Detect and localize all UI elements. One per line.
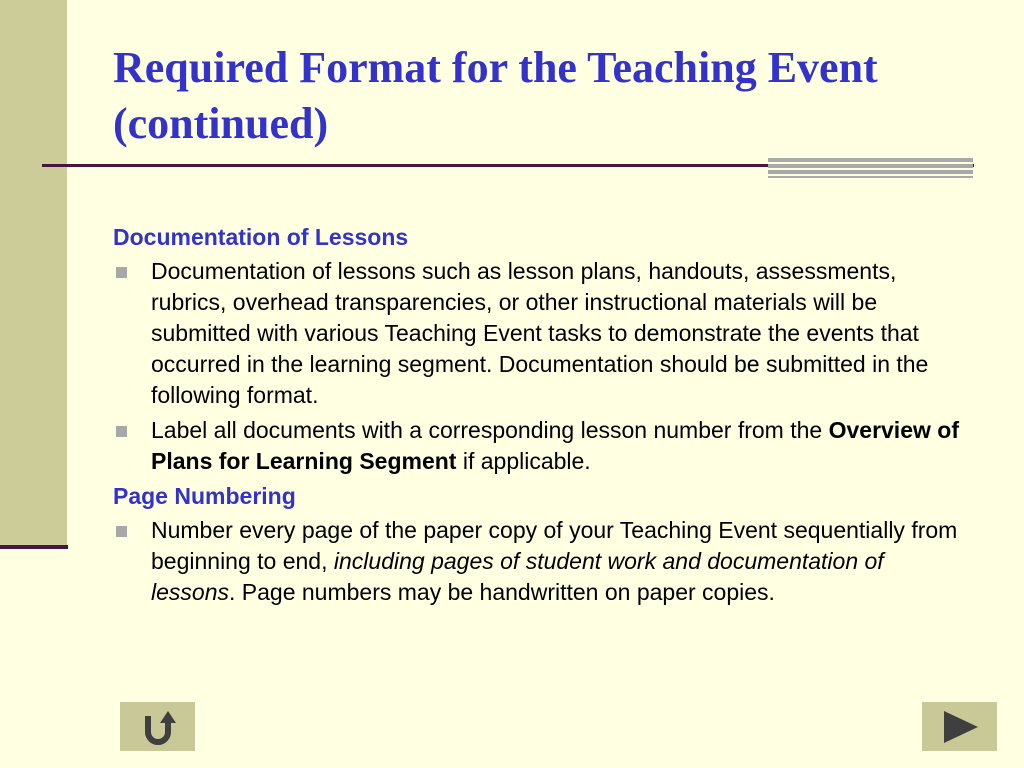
bullet-text-before: Label all documents with a corresponding lesson number from the: [151, 417, 829, 443]
bullet-label-documents: [113, 415, 963, 477]
slide-body: [113, 222, 963, 612]
next-slide-button[interactable]: [922, 702, 997, 751]
left-sidebar-bar: [0, 0, 67, 546]
play-triangle-icon: [940, 709, 980, 745]
section-heading-documentation: Documentation of Lessons: [113, 224, 409, 250]
bullet-square-icon: [116, 426, 127, 437]
bullet-text-after: . Page numbers may be handwritten on paper copies.: [228, 579, 775, 605]
bullet-italic-text: including pages of student work and documentation of lessons: [151, 548, 884, 605]
bullet-text: Documentation of lessons such as lesson plans, handouts, assessments, rubrics, overhead transparencies, or other instructional materials will be submitted with various Teaching Event tasks to demonstrate the events that occurred in the learning segment. Documentation should be submitted in the following format.: [151, 258, 929, 408]
slide-title-line-2: (continued): [113, 99, 329, 148]
section-heading-page-numbering: Page Numbering: [113, 483, 296, 509]
slide-title: [113, 40, 993, 152]
bullet-square-icon: [116, 267, 127, 278]
bullet-text-before: Number every page of the paper copy of your Teaching Event sequentially from beginning to end,: [151, 517, 958, 574]
return-arrow-icon: [138, 708, 178, 746]
slide-title-line-1: Required Format for the Teaching Event: [113, 43, 878, 92]
bullet-bold-text: Overview of Plans for Learning Segment: [151, 417, 959, 474]
sidebar-divider-line: [0, 545, 68, 549]
bullet-page-numbering: [113, 515, 963, 608]
bullet-square-icon: [116, 526, 127, 537]
title-divider-accent: [768, 158, 973, 178]
bullet-text-after: if applicable.: [456, 448, 591, 474]
bullet-documentation-description: [113, 256, 963, 411]
return-button[interactable]: [120, 702, 195, 751]
